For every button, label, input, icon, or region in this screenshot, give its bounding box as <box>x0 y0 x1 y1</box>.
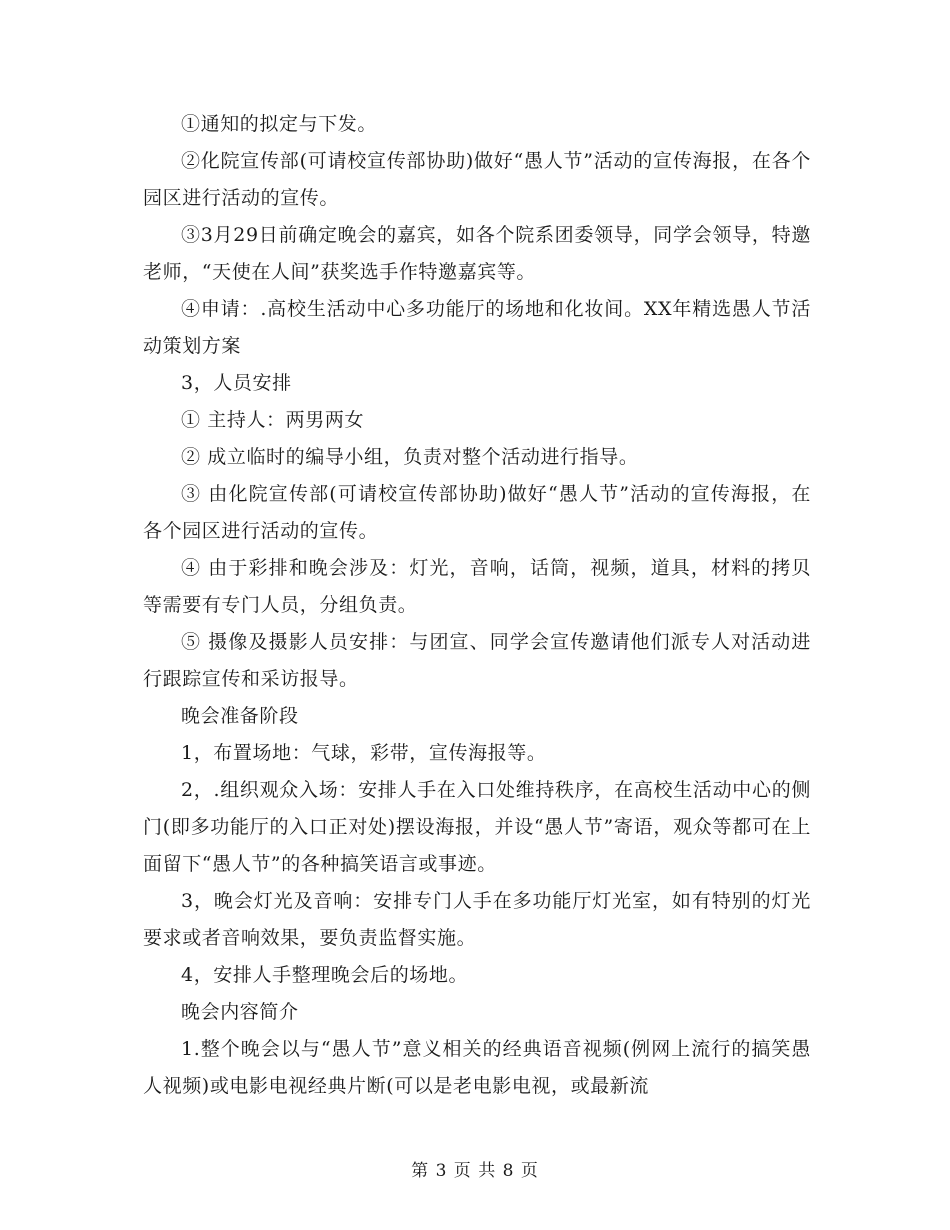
paragraph: 3，晚会灯光及音响：安排专门人手在多功能厅灯光室，如有特别的灯光要求或者音响效果，要负责监督实施。 <box>143 890 811 949</box>
page-number-footer: 第 3 页 共 8 页 <box>411 1161 539 1181</box>
paragraph: ①通知的拟定与下发。 <box>181 113 378 135</box>
paragraph: ③3月29日前确定晚会的嘉宾，如各个院系团委领导，同学会领导，特邀老师，“天使在人间”获奖选手作特邀嘉宾等。 <box>143 224 811 283</box>
paragraph: ②化院宣传部(可请校宣传部协助)做好“愚人节”活动的宣传海报，在各个园区进行活动的宣传。 <box>143 150 811 209</box>
section-heading: 晚会准备阶段 <box>181 705 299 727</box>
paragraph: 4，安排人手整理晚会后的场地。 <box>181 964 469 986</box>
paragraph: 1，布置场地：气球，彩带，宣传海报等。 <box>181 742 547 764</box>
section-heading: 3，人员安排 <box>181 372 292 394</box>
paragraph: ⑤ 摄像及摄影人员安排：与团宣、同学会宣传邀请他们派专人对活动进行跟踪宣传和采访报导。 <box>143 631 811 690</box>
document-body <box>143 106 811 1105</box>
paragraph: ② 成立临时的编导小组，负责对整个活动进行指导。 <box>181 446 639 468</box>
section-heading: 晚会内容简介 <box>181 1001 299 1023</box>
paragraph: ③ 由化院宣传部(可请校宣传部协助)做好“愚人节”活动的宣传海报，在各个园区进行活动的宣传。 <box>143 483 811 542</box>
paragraph: ④ 由于彩排和晚会涉及：灯光，音响，话筒，视频，道具，材料的拷贝等需要有专门人员，分组负责。 <box>143 557 811 616</box>
paragraph: ① 主持人：两男两女 <box>181 409 365 431</box>
paragraph: 1.整个晚会以与“愚人节”意义相关的经典语音视频(例网上流行的搞笑愚人视频)或电影电视经典片断(可以是老电影电视，或最新流 <box>143 1038 811 1097</box>
paragraph: ④申请：.高校生活动中心多功能厅的场地和化妆间。XX年精选愚人节活动策划方案 <box>143 298 811 357</box>
paragraph: 2，.组织观众入场：安排人手在入口处维持秩序，在高校生活动中心的侧门(即多功能厅的入口正对处)摆设海报，并设“愚人节”寄语，观众等都可在上面留下“愚人节”的各种搞笑语言或事迹。 <box>143 779 811 875</box>
